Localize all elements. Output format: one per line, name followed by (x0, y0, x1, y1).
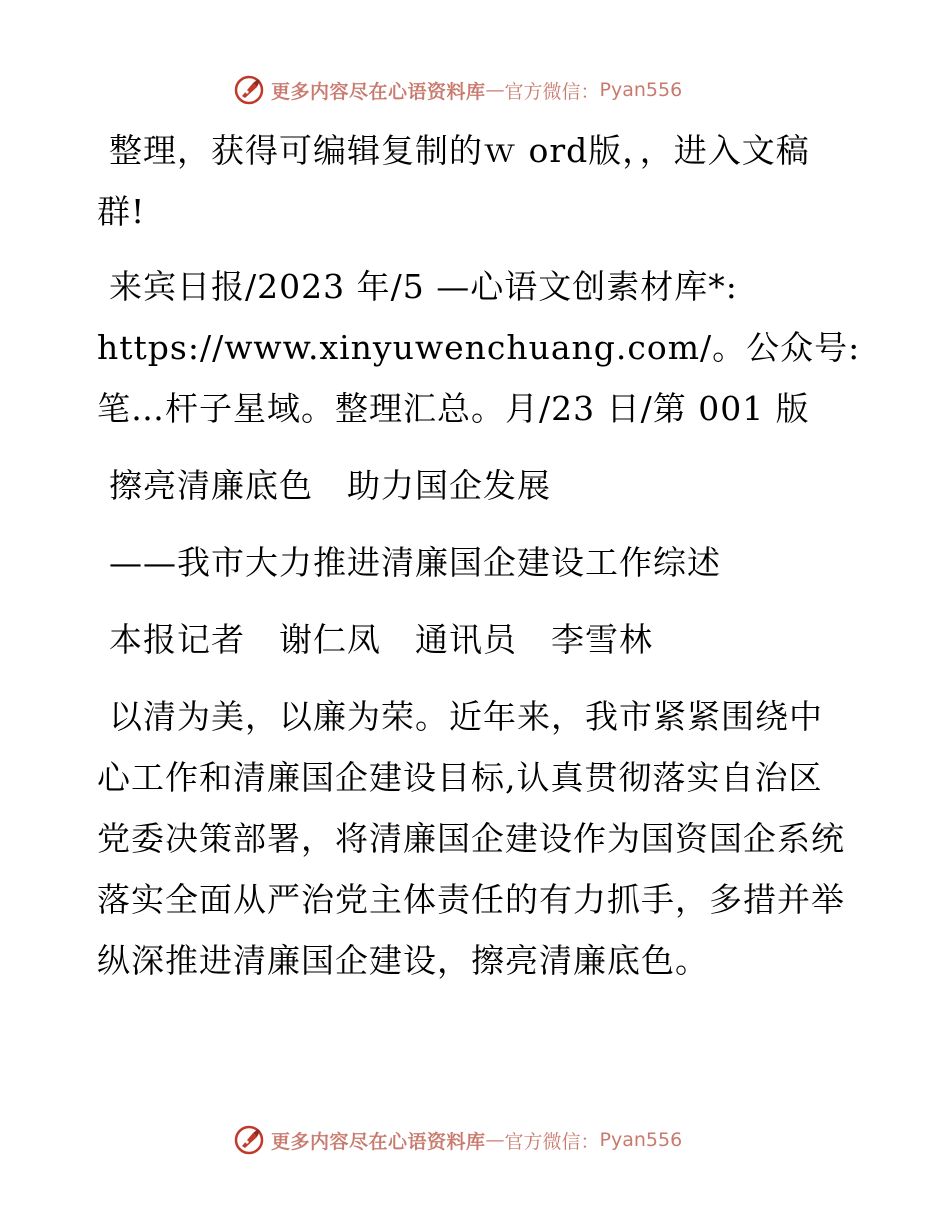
watermark-dash: — (485, 1129, 505, 1151)
text-line: 纵深推进清廉国企建设，擦亮清廉底色。 (97, 941, 709, 980)
article-title (97, 455, 857, 516)
text-line: 心工作和清廉国企建设目标,认真贯彻落实自治区 (97, 758, 823, 797)
text-line: 整理，获得可编辑复制的ｗ ord版，，进入文稿 (109, 131, 810, 170)
article-byline (97, 609, 857, 670)
text-line: 本报记者 谢仁凤 通讯员 李雪林 (109, 620, 653, 659)
text-line: 以清为美，以廉为荣。近年来，我市紧紧围绕中 (109, 697, 823, 736)
watermark-text: 更多内容尽在心语资料库 (271, 80, 486, 103)
text-line: 党委决策部署，将清廉国企建设作为国资国企系统 (97, 819, 845, 858)
text-line: 笔…杆子星域。整理汇总。月/23 日/第 001 版 (97, 389, 810, 428)
pen-nib-logo-icon (233, 1124, 265, 1156)
watermark-label: 官方微信： (504, 80, 600, 103)
text-line: 落实全面从严治党主体责任的有力抓手，多措并举 (97, 880, 845, 919)
document-body (97, 120, 861, 1007)
watermark-label: 官方微信： (504, 1130, 600, 1153)
text-line: 擦亮清廉底色 助力国企发展 (109, 466, 551, 505)
text-line: 群! (97, 192, 146, 231)
paragraph-intro (97, 120, 857, 242)
watermark-id: Pyan556 (599, 1129, 683, 1151)
paragraph-body (97, 686, 857, 991)
text-line: 来宾日报/2023 年/5 —心语文创素材库*: (109, 267, 738, 306)
pen-nib-logo-icon (233, 74, 265, 106)
text-line: ——我市大力推进清廉国企建设工作综述 (109, 543, 721, 582)
watermark-text: 更多内容尽在心语资料库 (271, 1130, 486, 1153)
watermark-header (233, 72, 753, 108)
watermark-dash: — (485, 79, 505, 101)
paragraph-source (97, 256, 861, 439)
article-subtitle (97, 532, 857, 593)
text-line: https://www.xinyuwenchuang.com/。公众号: (97, 328, 861, 367)
watermark-id: Pyan556 (599, 79, 683, 101)
watermark-footer (233, 1122, 753, 1158)
